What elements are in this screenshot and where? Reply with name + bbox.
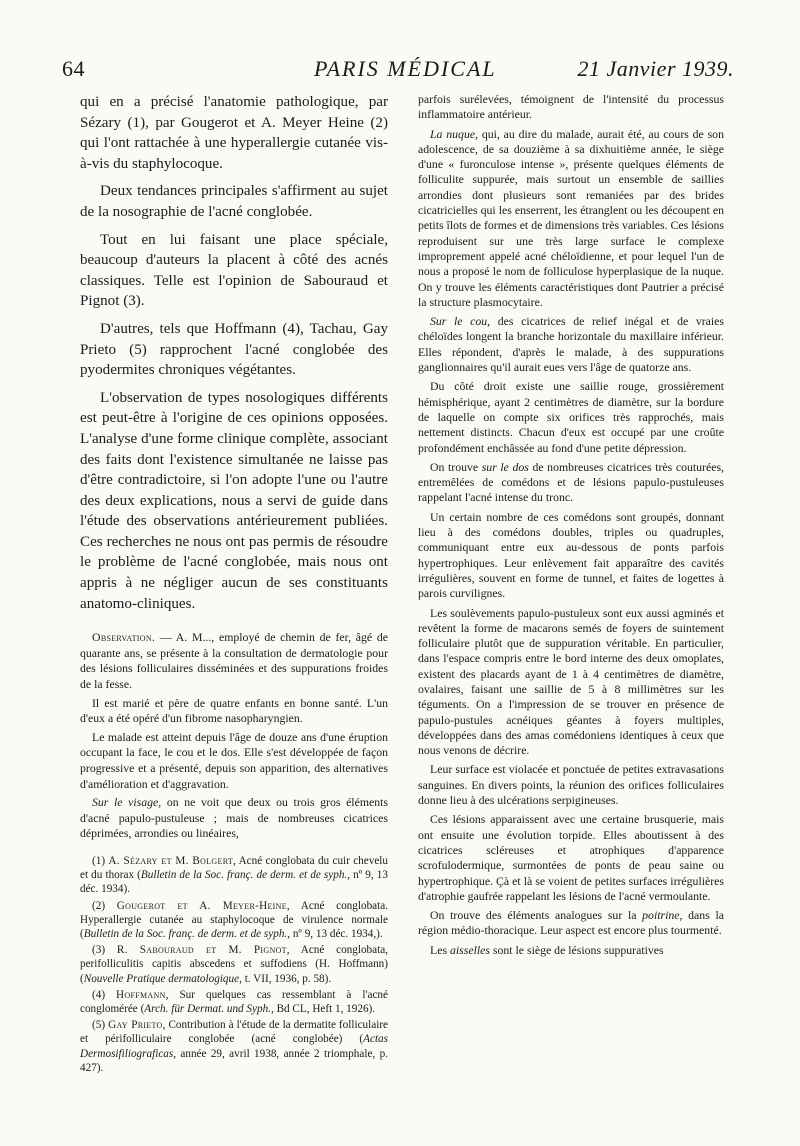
paragraph: Un certain nombre de ces comédons sont groupés, donnant lieu à des comédons doubles, triples ou quadruples, communiquant entre eux au-dessous de ponts parfois hypertrophiques. Leur enlèvement fait apparaître des cavités irrégulières, souvent en forme de tunnel, et faites de logettes à parois curvilignes. — [418, 509, 724, 601]
footnote: (1) A. Sézary et M. Bolgert, Acné conglobata du cuir chevelu et du thorax (Bulletin de la Soc. franç. de derm. et de syph., nº 9, 13 déc. 1934). — [80, 854, 388, 896]
left-column — [80, 92, 388, 1077]
paragraph: qui en a précisé l'anatomie pathologique, par Sézary (1), par Gougerot et A. Meyer Heine (2) qui l'ont rattachée à une hyperallergie cutanée vis-à-vis du staphylocoque. — [80, 94, 388, 172]
observation-label: Observation. — [92, 630, 156, 645]
observation-paragraph: Il est marié et père de quatre enfants en bonne santé. L'un d'eux a été opéré d'un fibrome nasopharyngien. — [80, 695, 388, 726]
paragraph: Deux tendances principales s'affirment au sujet de la nosographie de l'acné conglobée. — [80, 183, 388, 220]
paragraph: parfois surélevées, témoignent de l'intensité du processus inflammatoire antérieur. — [418, 92, 724, 122]
paragraph: Tout en lui faisant une place spéciale, beaucoup d'auteurs la placent à côté des acnés classiques. Telle est l'opinion de Sabouraud et Pignot (3). — [80, 231, 388, 310]
intro-text — [80, 92, 388, 614]
paragraph: On trouve sur le dos de nombreuses cicatrices très couturées, entremêlées de comédons et de lésions papulo-pustuleuses rappelant l'acné intense du tronc. — [418, 459, 724, 505]
paragraph: Ces lésions apparaissent avec une certaine brusquerie, mais ont ensuite une évolution torpide. Elles aboutissent à des cicatrices scléreuses et atrophiques d'apparence scrofulodermique, surmontées de ponts de peau saine ou hypertrophique. Çà et là se voient de petites surfaces irrégulières d'atrophie gaufrée rappelant les lésions de l'acné vermoulante. — [418, 812, 724, 903]
paragraph: La nuque, qui, au dire du malade, aurait été, au cours de son adolescence, de sa douzième à sa dixhuitième année, le siège d'une « furonculose intense », présente quelques éléments de folliculite suppurée, mais surtout un ensemble de saillies arrondies dont plusieurs sont remaniées par des brides cicatricielles qui les enserrent, les étranglent ou les découpent en petits îlots de formes et de dimensions très variables. Ces lésions reproduisent sur une très large surface le complexe improprement appelé acné chéloïdienne, et pour lequel l'un de nous a proposé le nom de folliculose hyperplasique de la nuque. On y trouve les éléments caractéristiques dont Pautrier a précisé la structure plasmocytaire. — [418, 126, 724, 309]
footnote: (5) Gay Prieto, Contribution à l'étude de la dermatite folliculaire et périfolliculaire conglobée (acné conglobée) (Actas Dermosifiliograficas, année 29, avril 1938, année 2 triomphale, p. 427). — [80, 1019, 389, 1074]
right-column — [418, 92, 724, 962]
paragraph: Leur surface est violacée et ponctuée de petites extravasations sanguines. En divers points, la réunion des orifices folliculaires donne lieu à des ulcérations serpigineuses. — [418, 762, 724, 808]
paragraph: Du côté droit existe une saillie rouge, grossièrement hémisphérique, ayant 2 centimètres de diamètre, sur la bordure de laquelle on compte six orifices très rapprochés, mais nettement distincts. Chacun d'eux est occupé par une croûte profondément enchâssée au fond d'une petite dépression. — [418, 379, 724, 455]
paragraph: D'autres, tels que Hoffmann (4), Tachau, Gay Prieto (5) rapprochent l'acné conglobée des pyodermites chroniques végétantes. — [80, 320, 388, 379]
paragraph: On trouve des éléments analogues sur la poitrine, dans la région médio-thoracique. Leur aspect est encore plus tourmenté. — [418, 908, 724, 938]
issue-date: 21 Janvier 1939. — [577, 56, 734, 81]
paragraph: Les aisselles sont le siège de lésions suppuratives — [430, 942, 664, 957]
paragraph: Les soulèvements papulo-pustuleux sont eux aussi agminés et revêtent la forme de macarons semés de foyers de suintement folliculaire plutôt que de suppuration véritable. En particulier, dans l'espace compris entre le bord interne des deux omoplates, existent des placards ayant de 1 à 4 centimètres de diamètre, ovalaires, faisant une saillie de 5 à 8 millimètres sur les téguments. On a l'impression de se trouver en présence de papulo-pustules acnéiques géantes à foyers multiples, développées dans des amas comédoniens identiques à ceux que nous venons de décrire. — [418, 605, 724, 758]
footnote: (3) R. Sabouraud et M. Pignot, Acné conglobata, perifolliculitis capitis abscedens et suffodiens (H. Hoffmann) (Nouvelle Pratique dermatologique, t. VII, 1936, p. 58). — [80, 944, 388, 985]
observation-paragraph: Sur le visage, on ne voit que deux ou trois gros éléments d'acné papulo-pustuleuse ; mais de nombreuses cicatrices déprimées, arrondies ou linéaires, — [80, 795, 388, 841]
footnote: (2) Gougerot et A. Meyer-Heine, Acné conglobata. Hyperallergie cutanée au staphylocoque de virulence normale (Bulletin de la Soc. franç. de derm. et de syph., nº 9, 13 déc. 1934,). — [80, 899, 389, 940]
journal-title: PARIS MÉDICAL — [314, 56, 497, 81]
paragraph: L'observation de types nosologiques différents est peut-être à l'origine de ces opinions opposées. L'analyse d'une forme clinique complète, associant des faits dont l'existence simultanée ne laisse pas d'être contradictoire, si l'on adopte l'une ou l'autre des deux explications, nous a servi de guide dans l'étude des observations antérieurement publiées. Ces recherches ne nous ont pas permis de résoudre le problème de l'acné conglobée, mais nous ont appris à ne négliger aucun de ses constituants anatomo-cliniques. — [80, 389, 388, 612]
footnote: (4) Hoffmann, Sur quelques cas ressemblant à l'acné conglomérée (Arch. für Dermat. und Syph., Bd CL, Heft 1, 1926). — [80, 988, 388, 1015]
page-number: 64 — [62, 56, 85, 81]
paragraph: Sur le cou, des cicatrices de relief inégal et de vraies chéloïdes longent la branche horizontale du maxillaire inférieur. Elles répondent, d'après le malade, à des suppurations ganglionnaires qu'il aurait eues vers l'âge de quatorze ans. — [418, 314, 724, 375]
running-header — [62, 56, 734, 86]
observation-section — [80, 630, 388, 842]
observation-paragraph: Observation. — A. M..., employé de chemin de fer, âgé de quarante ans, se présente à la consultation de dermatologie pour des lésions folliculaires disséminées et des suppurations froides de la fesse. — [80, 630, 388, 692]
footnotes — [80, 854, 388, 1075]
observation-paragraph: Le malade est atteint depuis l'âge de douze ans d'une éruption occupant la face, le cou et le dos. Elle s'est développée de façon progressive et a présenté, depuis son apparition, des alternatives d'amélioration et d'aggravation. — [80, 729, 388, 791]
